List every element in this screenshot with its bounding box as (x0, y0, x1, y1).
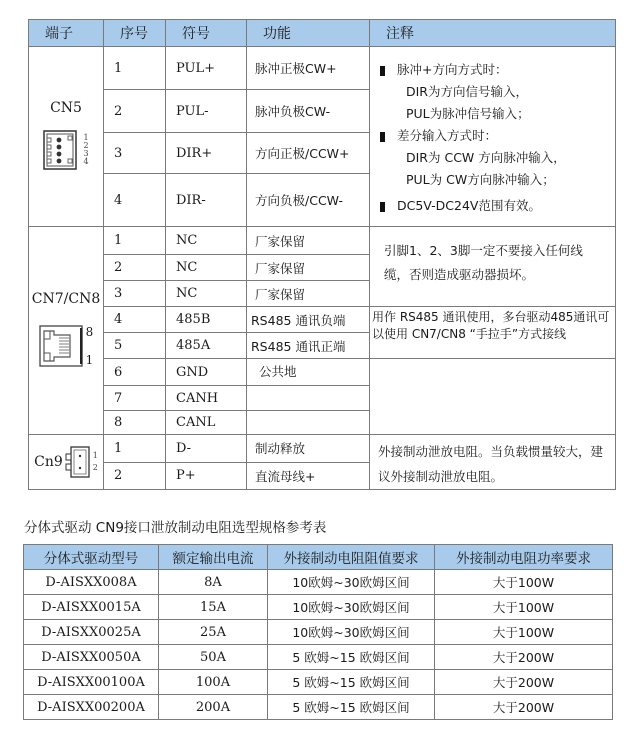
cell-power: 大于200W (435, 670, 613, 695)
pin-function: 制动释放 (247, 435, 370, 463)
cell-current: 8A (159, 570, 268, 595)
resistor-spec-table (23, 544, 613, 720)
cn7-terminal-cell (29, 227, 104, 435)
note-line: DIR为 CCW 方向脉冲输入， (406, 150, 566, 165)
header-model: 分体式驱动型号 (24, 545, 159, 570)
cn9-terminal-cell (29, 435, 104, 490)
pin-symbol: GND (166, 359, 247, 386)
pin-number: 1 (104, 435, 166, 463)
pin-function: 脉冲负极CW- (247, 90, 370, 133)
pin-number: 2 (104, 90, 166, 133)
pin-symbol: NC (166, 255, 247, 281)
table-row (29, 435, 616, 463)
pin-symbol: D- (166, 435, 247, 463)
pin-number: 7 (104, 386, 166, 411)
header-number: 序号 (104, 20, 166, 47)
cn5-terminal-cell (29, 47, 104, 227)
header-resistance: 外接制动电阻阻值要求 (268, 545, 435, 570)
table-row (24, 670, 613, 695)
pin-number: 6 (104, 359, 166, 386)
cell-power: 大于200W (435, 645, 613, 670)
pin-symbol: CANL (166, 411, 247, 435)
header-function: 功能 (247, 20, 370, 47)
cell-model: D-AISXX0050A (24, 645, 159, 670)
pin-number: 1 (104, 227, 166, 255)
cn7-nc-note-cell (370, 227, 616, 307)
table-row (29, 307, 616, 333)
cell-model: D-AISXX00200A (24, 695, 159, 720)
cell-power: 大于100W (435, 570, 613, 595)
pin-symbol: DIR+ (166, 133, 247, 174)
cell-current: 15A (159, 595, 268, 620)
table-row (24, 570, 613, 595)
pin-number: 2 (104, 462, 166, 490)
cell-model: D-AISXX0015A (24, 595, 159, 620)
note-line: 差分输入方式时： (397, 128, 498, 143)
pin-function: 方向负极/CCW- (247, 174, 370, 227)
pin-function: 直流母线+ (247, 462, 370, 490)
table-row (29, 359, 616, 386)
pin-number: 4 (104, 174, 166, 227)
note-line: DC5V-DC24V范围有效。 (397, 198, 541, 213)
pin-symbol: P+ (166, 462, 247, 490)
cn7-485-note-cell (370, 307, 616, 359)
cell-resistance: 10欧姆~30欧姆区间 (268, 570, 435, 595)
header-notes: 注释 (370, 20, 616, 47)
spec-table-title: 分体式驱动 CN9接口泄放制动电阻选型规格参考表 (24, 520, 327, 536)
pin-function: 公共地 (247, 359, 370, 386)
rj45-pin-bottom-label: 1 (85, 352, 94, 367)
cn5-pin-label: 2 (83, 140, 89, 150)
pin-number: 2 (104, 255, 166, 281)
cell-current: 50A (159, 645, 268, 670)
pin-symbol: 485A (166, 333, 247, 359)
note-line: PUL为 CW方向脉冲输入； (406, 172, 555, 187)
pin-number: 4 (104, 307, 166, 333)
header-row (24, 545, 613, 570)
pin-symbol: CANH (166, 386, 247, 411)
cn7-label: CN7/CN8 (31, 290, 101, 307)
cn5-pin-label: 1 (83, 132, 89, 142)
cell-resistance: 10欧姆~30欧姆区间 (268, 595, 435, 620)
cell-power: 大于100W (435, 595, 613, 620)
cell-model: D-AISXX0025A (24, 620, 159, 645)
header-current: 额定输出电流 (159, 545, 268, 570)
spec-table-body (24, 570, 613, 720)
rj45-connector-icon (39, 325, 83, 367)
pin-function: RS485 通讯负端 (247, 307, 370, 333)
cell-resistance: 10欧姆~30欧姆区间 (268, 620, 435, 645)
cn9-label: Cn9 (34, 454, 63, 470)
header-row (29, 20, 616, 47)
bullet-icon (380, 66, 385, 76)
cn5-notes-cell (370, 47, 616, 227)
bullet-icon (380, 132, 385, 142)
cn9-pin-label: 2 (92, 463, 98, 472)
header-terminal: 端子 (29, 20, 104, 47)
pin-function: 脉冲正极CW+ (247, 47, 370, 90)
cell-resistance: 5 欧姆~15 欧姆区间 (268, 695, 435, 720)
cn5-connector-icon (43, 130, 77, 170)
pin-function: 方向正极/CCW+ (247, 133, 370, 174)
cell-model: D-AISXX00100A (24, 670, 159, 695)
pin-definition-table (28, 19, 616, 490)
table-row (24, 620, 613, 645)
cell-power: 大于100W (435, 620, 613, 645)
pin-symbol: NC (166, 227, 247, 255)
table-row (24, 645, 613, 670)
note-text: 用作 RS485 通讯使用，多台驱动485通讯可以使用 CN7/CN8 “手拉手”方式接线 (372, 310, 610, 341)
cn9-pin-label: 1 (92, 451, 98, 460)
pin-function: 厂家保留 (247, 227, 370, 255)
pin-function: 厂家保留 (247, 255, 370, 281)
cn5-label: CN5 (50, 99, 82, 116)
bullet-icon (380, 202, 385, 212)
pin-symbol: PUL- (166, 90, 247, 133)
table-row (24, 595, 613, 620)
table-row (29, 47, 616, 90)
pin-number: 5 (104, 333, 166, 359)
cn9-note-cell (370, 435, 616, 490)
pin-number: 3 (104, 133, 166, 174)
note-text: 引脚1、2、3脚一定不要接入任何线缆，否则造成驱动器损坏。 (384, 243, 583, 282)
cell-current: 25A (159, 620, 268, 645)
cell-current: 200A (159, 695, 268, 720)
pin-symbol: NC (166, 281, 247, 307)
note-line: PUL为脉冲信号输入； (406, 106, 530, 121)
note-text: 外接制动泄放电阻。当负载惯量较大，建议外接制动泄放电阻。 (378, 444, 604, 484)
header-power: 外接制动电阻功率要求 (435, 545, 613, 570)
table-row (24, 695, 613, 720)
table-row (29, 227, 616, 255)
cell-model: D-AISXX008A (24, 570, 159, 595)
cn7-empty-note-cell (370, 359, 616, 435)
cell-resistance: 5 欧姆~15 欧姆区间 (268, 670, 435, 695)
pin-number: 3 (104, 281, 166, 307)
cell-current: 100A (159, 670, 268, 695)
header-symbol: 符号 (166, 20, 247, 47)
pin-function: RS485 通讯正端 (247, 333, 370, 359)
cell-power: 大于200W (435, 695, 613, 720)
pin-symbol: PUL+ (166, 47, 247, 90)
pin-number: 1 (104, 47, 166, 90)
pin-function (247, 411, 370, 435)
cn5-pin-label: 3 (83, 148, 89, 158)
pin-symbol: DIR- (166, 174, 247, 227)
cn9-connector-icon (65, 445, 91, 479)
pin-function: 厂家保留 (247, 281, 370, 307)
cell-resistance: 5 欧姆~15 欧姆区间 (268, 645, 435, 670)
cn5-pin-label: 4 (83, 156, 89, 166)
note-line: 脉冲+方向方式时： (397, 62, 508, 77)
rj45-pin-top-label: 8 (85, 324, 94, 339)
pin-number: 8 (104, 411, 166, 435)
pin-function (247, 386, 370, 411)
pin-symbol: 485B (166, 307, 247, 333)
note-line: DIR为方向信号输入， (406, 84, 528, 99)
